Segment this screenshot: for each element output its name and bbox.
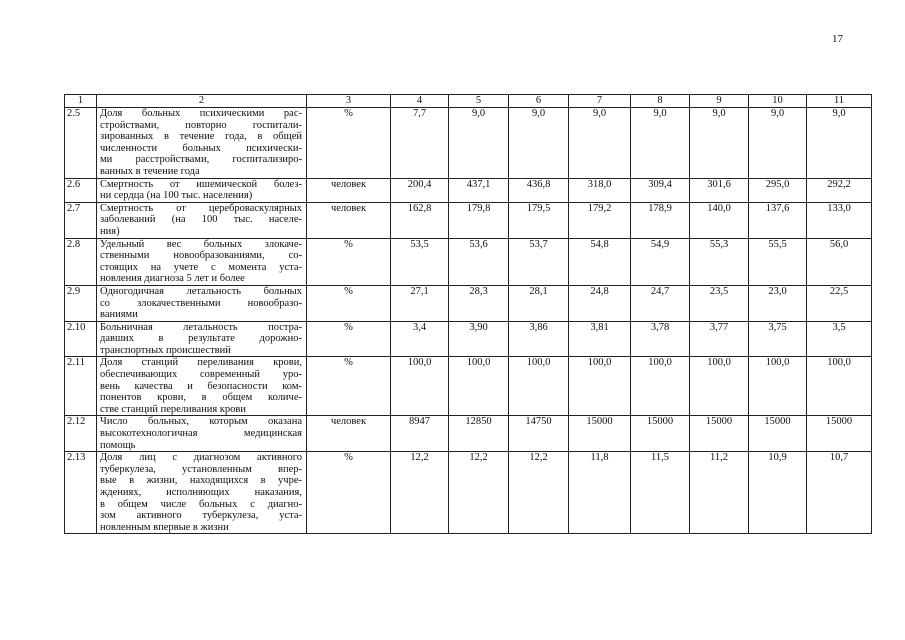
description-line: помощь [100, 439, 136, 451]
column-header: 10 [749, 95, 807, 108]
description-line: ни сердца (на 100 тыс. населения) [100, 190, 253, 202]
indicator-description [97, 178, 307, 202]
description-line: Доля станций переливания крови, [100, 357, 302, 369]
row-code: 2.9 [65, 285, 97, 321]
value-cell: 292,2 [807, 178, 872, 202]
value-cell: 100,0 [569, 357, 631, 416]
description-line: стве станций переливания крови [100, 403, 246, 415]
value-cell: 9,0 [631, 108, 690, 179]
description-line: Смертность от цереброваскулярных [100, 202, 302, 214]
description-line: ния) [100, 225, 120, 237]
value-cell: 9,0 [749, 108, 807, 179]
value-cell: 3,4 [391, 321, 449, 357]
value-cell: 3,75 [749, 321, 807, 357]
value-cell: 140,0 [690, 202, 749, 238]
value-cell: 9,0 [449, 108, 509, 179]
value-cell: 12,2 [391, 452, 449, 534]
description-line: ждениях, исполняющих наказания, [100, 487, 302, 498]
value-cell: 15000 [690, 416, 749, 452]
table-body [65, 108, 872, 534]
value-cell: 8947 [391, 416, 449, 452]
description-line: вые в жизни, находящихся в учре- [100, 475, 302, 487]
value-cell: 11,2 [690, 452, 749, 534]
value-cell: 24,7 [631, 285, 690, 321]
value-cell: 179,5 [509, 202, 569, 238]
page-number: 17 [832, 33, 843, 45]
value-cell: 100,0 [631, 357, 690, 416]
value-cell: 100,0 [391, 357, 449, 416]
indicator-description [97, 321, 307, 357]
value-cell: 9,0 [509, 108, 569, 179]
value-cell: 10,9 [749, 452, 807, 534]
column-header: 1 [65, 95, 97, 108]
value-cell: 9,0 [569, 108, 631, 179]
value-cell: 55,5 [749, 238, 807, 285]
value-cell: 54,9 [631, 238, 690, 285]
unit-cell: человек [307, 202, 391, 238]
value-cell: 12850 [449, 416, 509, 452]
description-line: ственными новообразованиями, со- [100, 250, 302, 262]
description-line: транспортных происшествий [100, 344, 231, 356]
value-cell: 100,0 [449, 357, 509, 416]
value-cell: 27,1 [391, 285, 449, 321]
value-cell: 100,0 [749, 357, 807, 416]
value-cell: 178,9 [631, 202, 690, 238]
value-cell: 100,0 [807, 357, 872, 416]
description-line: стоящих на учете с момента уста- [100, 261, 302, 273]
value-cell: 437,1 [449, 178, 509, 202]
value-cell: 3,81 [569, 321, 631, 357]
table-row [65, 178, 872, 202]
indicator-description [97, 285, 307, 321]
unit-cell: человек [307, 416, 391, 452]
description-line: туберкулеза, установленным впер- [100, 463, 302, 475]
description-line: зом активного туберкулеза, уста- [100, 510, 302, 522]
value-cell: 179,8 [449, 202, 509, 238]
value-cell: 55,3 [690, 238, 749, 285]
description-line: Одногодичная летальность больных [100, 285, 302, 297]
value-cell: 3,78 [631, 321, 690, 357]
description-line: высокотехнологичная медицинская [100, 428, 302, 440]
indicators-table [64, 94, 872, 534]
unit-cell: % [307, 452, 391, 534]
description-line: заболеваний (на 100 тыс. населе- [100, 214, 302, 226]
description-line: Доля больных психическими рас- [100, 108, 302, 119]
value-cell: 3,86 [509, 321, 569, 357]
description-line: Число больных, которым оказана [100, 416, 302, 428]
value-cell: 24,8 [569, 285, 631, 321]
unit-cell: % [307, 238, 391, 285]
row-code: 2.7 [65, 202, 97, 238]
description-line: Смертность от ишемической болез- [100, 178, 302, 190]
value-cell: 15000 [807, 416, 872, 452]
indicator-description [97, 357, 307, 416]
description-line: вень качества и безопасности ком- [100, 380, 302, 392]
value-cell: 23,0 [749, 285, 807, 321]
column-header: 6 [509, 95, 569, 108]
indicator-description [97, 238, 307, 285]
column-header: 9 [690, 95, 749, 108]
description-line: численности больных психически- [100, 142, 302, 154]
header-row [65, 95, 872, 108]
description-line: в общем числе больных с диагно- [100, 498, 302, 510]
value-cell: 162,8 [391, 202, 449, 238]
column-header: 8 [631, 95, 690, 108]
indicator-description [97, 108, 307, 179]
value-cell: 100,0 [509, 357, 569, 416]
table-row [65, 357, 872, 416]
value-cell: 23,5 [690, 285, 749, 321]
value-cell: 54,8 [569, 238, 631, 285]
column-header: 4 [391, 95, 449, 108]
value-cell: 53,7 [509, 238, 569, 285]
column-header: 11 [807, 95, 872, 108]
value-cell: 11,5 [631, 452, 690, 534]
value-cell: 15000 [749, 416, 807, 452]
column-header: 2 [97, 95, 307, 108]
value-cell: 200,4 [391, 178, 449, 202]
indicator-description [97, 452, 307, 534]
value-cell: 295,0 [749, 178, 807, 202]
table-row [65, 416, 872, 452]
description-line: ваниями [100, 309, 138, 321]
value-cell: 9,0 [807, 108, 872, 179]
description-line: обеспечивающих современный уро- [100, 369, 302, 381]
table-row [65, 285, 872, 321]
description-line: давших в результате дорожно- [100, 333, 302, 345]
description-line: ванных в течение года [100, 165, 200, 177]
description-line: со злокачественными новообразо- [100, 297, 302, 309]
indicator-description [97, 416, 307, 452]
description-line: понентов крови, в общем количе- [100, 392, 302, 404]
table-row [65, 238, 872, 285]
value-cell: 15000 [631, 416, 690, 452]
value-cell: 3,77 [690, 321, 749, 357]
indicator-description [97, 202, 307, 238]
description-line: стройствами, повторно госпитали- [100, 119, 302, 131]
column-header: 7 [569, 95, 631, 108]
value-cell: 53,6 [449, 238, 509, 285]
unit-cell: % [307, 285, 391, 321]
table-row [65, 321, 872, 357]
description-line: ми расстройствами, госпитализиро- [100, 154, 302, 166]
description-line: Удельный вес больных злокаче- [100, 238, 302, 250]
row-code: 2.6 [65, 178, 97, 202]
value-cell: 10,7 [807, 452, 872, 534]
value-cell: 9,0 [690, 108, 749, 179]
value-cell: 318,0 [569, 178, 631, 202]
row-code: 2.5 [65, 108, 97, 179]
value-cell: 28,3 [449, 285, 509, 321]
value-cell: 12,2 [509, 452, 569, 534]
row-code: 2.13 [65, 452, 97, 534]
value-cell: 56,0 [807, 238, 872, 285]
value-cell: 137,6 [749, 202, 807, 238]
row-code: 2.12 [65, 416, 97, 452]
description-line: Больничная летальность постра- [100, 321, 302, 333]
value-cell: 436,8 [509, 178, 569, 202]
value-cell: 179,2 [569, 202, 631, 238]
value-cell: 3,5 [807, 321, 872, 357]
value-cell: 309,4 [631, 178, 690, 202]
row-code: 2.8 [65, 238, 97, 285]
value-cell: 3,90 [449, 321, 509, 357]
value-cell: 100,0 [690, 357, 749, 416]
description-line: новленным впервые в жизни [100, 521, 229, 533]
value-cell: 22,5 [807, 285, 872, 321]
column-header: 5 [449, 95, 509, 108]
table-row [65, 108, 872, 179]
value-cell: 133,0 [807, 202, 872, 238]
value-cell: 28,1 [509, 285, 569, 321]
table-row [65, 202, 872, 238]
unit-cell: % [307, 321, 391, 357]
description-line: зированных в течение года, в общей [100, 131, 302, 143]
value-cell: 53,5 [391, 238, 449, 285]
value-cell: 301,6 [690, 178, 749, 202]
unit-cell: человек [307, 178, 391, 202]
unit-cell: % [307, 108, 391, 179]
table-row [65, 452, 872, 534]
description-line: Доля лиц с диагнозом активного [100, 452, 302, 464]
value-cell: 14750 [509, 416, 569, 452]
value-cell: 12,2 [449, 452, 509, 534]
unit-cell: % [307, 357, 391, 416]
row-code: 2.10 [65, 321, 97, 357]
value-cell: 7,7 [391, 108, 449, 179]
row-code: 2.11 [65, 357, 97, 416]
value-cell: 15000 [569, 416, 631, 452]
description-line: новления диагноза 5 лет и более [100, 273, 245, 285]
column-header: 3 [307, 95, 391, 108]
value-cell: 11,8 [569, 452, 631, 534]
